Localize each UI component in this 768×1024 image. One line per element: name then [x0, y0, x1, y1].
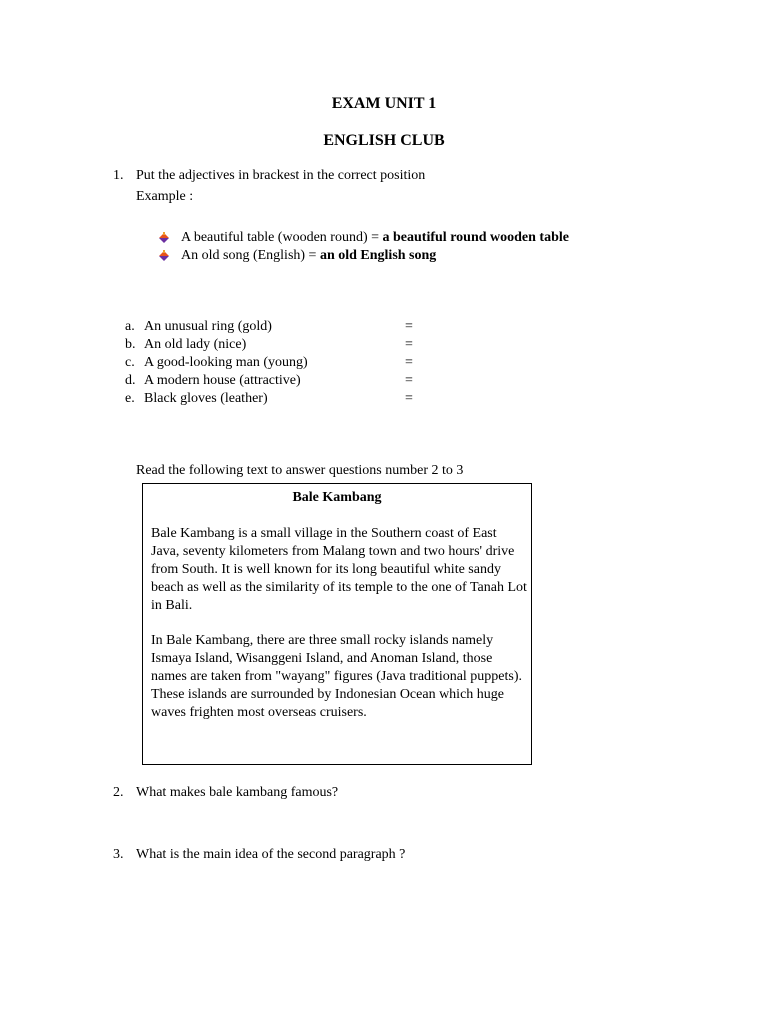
reading-text-box — [142, 483, 532, 765]
item-e-letter: e. — [125, 391, 135, 406]
item-d-equals: = — [405, 373, 413, 388]
item-e-equals: = — [405, 391, 413, 406]
example-item-2 — [181, 248, 436, 264]
item-d-text: A modern house (attractive) — [144, 373, 301, 388]
example-label: Example : — [136, 189, 194, 204]
item-b-equals: = — [405, 337, 413, 352]
example-answer-2: an old English song — [319, 248, 437, 263]
item-e-text: Black gloves (leather) — [144, 391, 268, 406]
item-a-text: An unusual ring (gold) — [144, 319, 272, 334]
page-subtitle: ENGLISH CLUB — [323, 132, 445, 149]
arrow-bullet-icon — [158, 232, 170, 244]
reading-title: Bale Kambang — [292, 490, 382, 505]
question-3-text: What is the main idea of the second paragraph ? — [136, 847, 406, 862]
reading-paragraph-1: Bale Kambang is a small village in the Southern coast of East Java, seventy kilometers from Malang town and two hours' drive from South. It is well known for its long beautiful white sandy beach as well as the similarity of its temple to the one of Tanah Lot in Bali. — [151, 526, 527, 613]
example-prompt-2: An old song (English) = — [181, 248, 320, 263]
example-item-1 — [181, 230, 569, 246]
arrow-bullet-icon — [158, 250, 170, 262]
item-d-letter: d. — [125, 373, 136, 388]
question-2-number: 2. — [113, 785, 124, 800]
question-1-number: 1. — [113, 168, 124, 183]
reading-instruction: Read the following text to answer questions number 2 to 3 — [136, 463, 464, 478]
item-a-letter: a. — [125, 319, 135, 334]
question-1-instruction: Put the adjectives in brackest in the correct position — [136, 168, 426, 183]
question-3-number: 3. — [113, 847, 124, 862]
reading-paragraph-2: In Bale Kambang, there are three small rocky islands namely Ismaya Island, Wisanggeni Island, and Anoman Island, those names are taken from "wayang" figures (Java traditional puppets). These islands are surrounded by Indonesian Ocean which huge waves frighten most overseas cruisers. — [151, 633, 523, 720]
item-c-text: A good-looking man (young) — [144, 355, 308, 370]
item-a-equals: = — [405, 319, 413, 334]
item-c-letter: c. — [125, 355, 135, 370]
item-b-letter: b. — [125, 337, 136, 352]
example-answer-1: a beautiful round wooden table — [382, 230, 569, 245]
page-title: EXAM UNIT 1 — [331, 95, 437, 112]
question-2-text: What makes bale kambang famous? — [136, 785, 339, 800]
item-b-text: An old lady (nice) — [144, 337, 247, 352]
example-prompt-1: A beautiful table (wooden round) = — [181, 230, 383, 245]
item-c-equals: = — [405, 355, 413, 370]
